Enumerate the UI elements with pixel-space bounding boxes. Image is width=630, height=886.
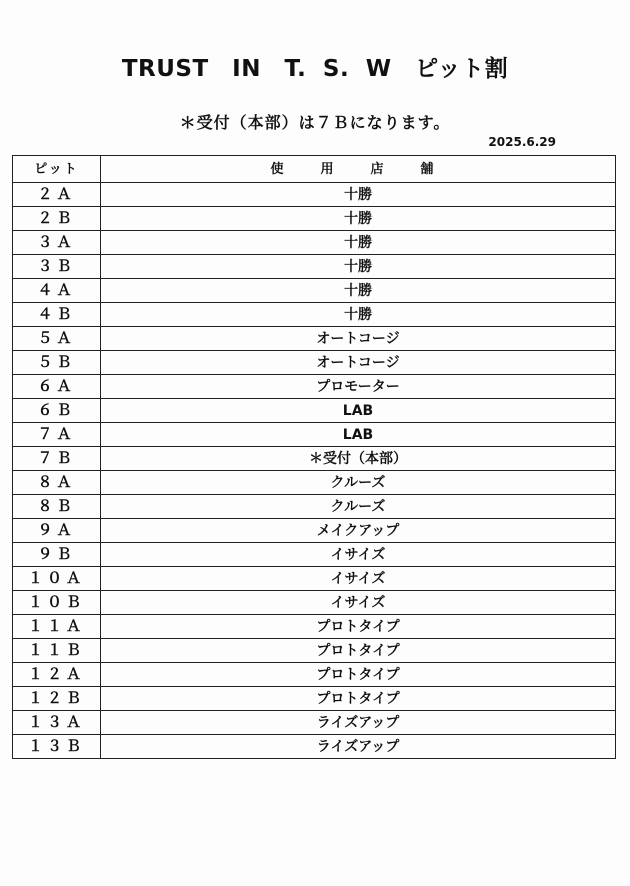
pit-number: ５Ｂ [13,351,101,375]
shop-name: クルーズ [101,495,616,519]
table-row [13,183,616,207]
document-title: TRUST IN T. S. W ピット割 [121,56,509,82]
pit-number: １３Ｂ [13,735,101,759]
shop-name: ライズアップ [101,711,616,735]
pit-number: ２Ａ [13,183,101,207]
pit-number: ５Ａ [13,327,101,351]
header-pit: ピット [13,156,101,183]
pit-number: ３Ａ [13,231,101,255]
pit-number: ９Ａ [13,519,101,543]
table-row [13,351,616,375]
pit-number: １０Ｂ [13,591,101,615]
pit-number: ７Ａ [13,423,101,447]
table-row [13,279,616,303]
table-row [13,639,616,663]
shop-name: イサイズ [101,543,616,567]
table-row [13,711,616,735]
shop-name: 十勝 [101,279,616,303]
pit-number: ８Ｂ [13,495,101,519]
table-row [13,735,616,759]
shop-name: クルーズ [101,471,616,495]
shop-name: イサイズ [101,567,616,591]
table-row [13,663,616,687]
shop-name: オートコージ [101,327,616,351]
table-row [13,423,616,447]
pit-number: ３Ｂ [13,255,101,279]
table-row [13,231,616,255]
pit-number: ４Ａ [13,279,101,303]
pit-assignment-table [12,155,616,759]
table-row [13,207,616,231]
table-row [13,303,616,327]
table-row [13,543,616,567]
table-row [13,687,616,711]
shop-name: プロトタイプ [101,687,616,711]
reception-notice: ＊受付（本部）は７Ｂになります。 [179,113,451,132]
table-row [13,471,616,495]
shop-name: プロモーター [101,375,616,399]
shop-name: ＊受付（本部） [101,447,616,471]
table-row [13,375,616,399]
table-row [13,399,616,423]
pit-number: ６Ｂ [13,399,101,423]
pit-number: １１Ａ [13,615,101,639]
shop-name: プロトタイプ [101,663,616,687]
pit-number: １２Ｂ [13,687,101,711]
shop-name: プロトタイプ [101,639,616,663]
table-row [13,327,616,351]
pit-number: １３Ａ [13,711,101,735]
table-row [13,495,616,519]
shop-name: プロトタイプ [101,615,616,639]
pit-number: ９Ｂ [13,543,101,567]
shop-name: オートコージ [101,351,616,375]
pit-number: ２Ｂ [13,207,101,231]
document-date: 2025.6.29 [488,135,556,149]
pit-number: １２Ａ [13,663,101,687]
pit-number: ６Ａ [13,375,101,399]
pit-number: ７Ｂ [13,447,101,471]
pit-number: １０Ａ [13,567,101,591]
shop-name: 十勝 [101,183,616,207]
pit-number: ４Ｂ [13,303,101,327]
shop-name: 十勝 [101,303,616,327]
shop-name: 十勝 [101,231,616,255]
table-row [13,519,616,543]
table-row [13,591,616,615]
table-row [13,615,616,639]
header-shop: 使 用 店 舗 [101,156,616,183]
table-row [13,447,616,471]
table-row [13,567,616,591]
pit-number: １１Ｂ [13,639,101,663]
shop-name: LAB [101,399,616,423]
table-header-row [13,156,616,183]
pit-number: ８Ａ [13,471,101,495]
shop-name: 十勝 [101,255,616,279]
shop-name: ライズアップ [101,735,616,759]
table-row [13,255,616,279]
shop-name: メイクアップ [101,519,616,543]
shop-name: LAB [101,423,616,447]
shop-name: イサイズ [101,591,616,615]
shop-name: 十勝 [101,207,616,231]
